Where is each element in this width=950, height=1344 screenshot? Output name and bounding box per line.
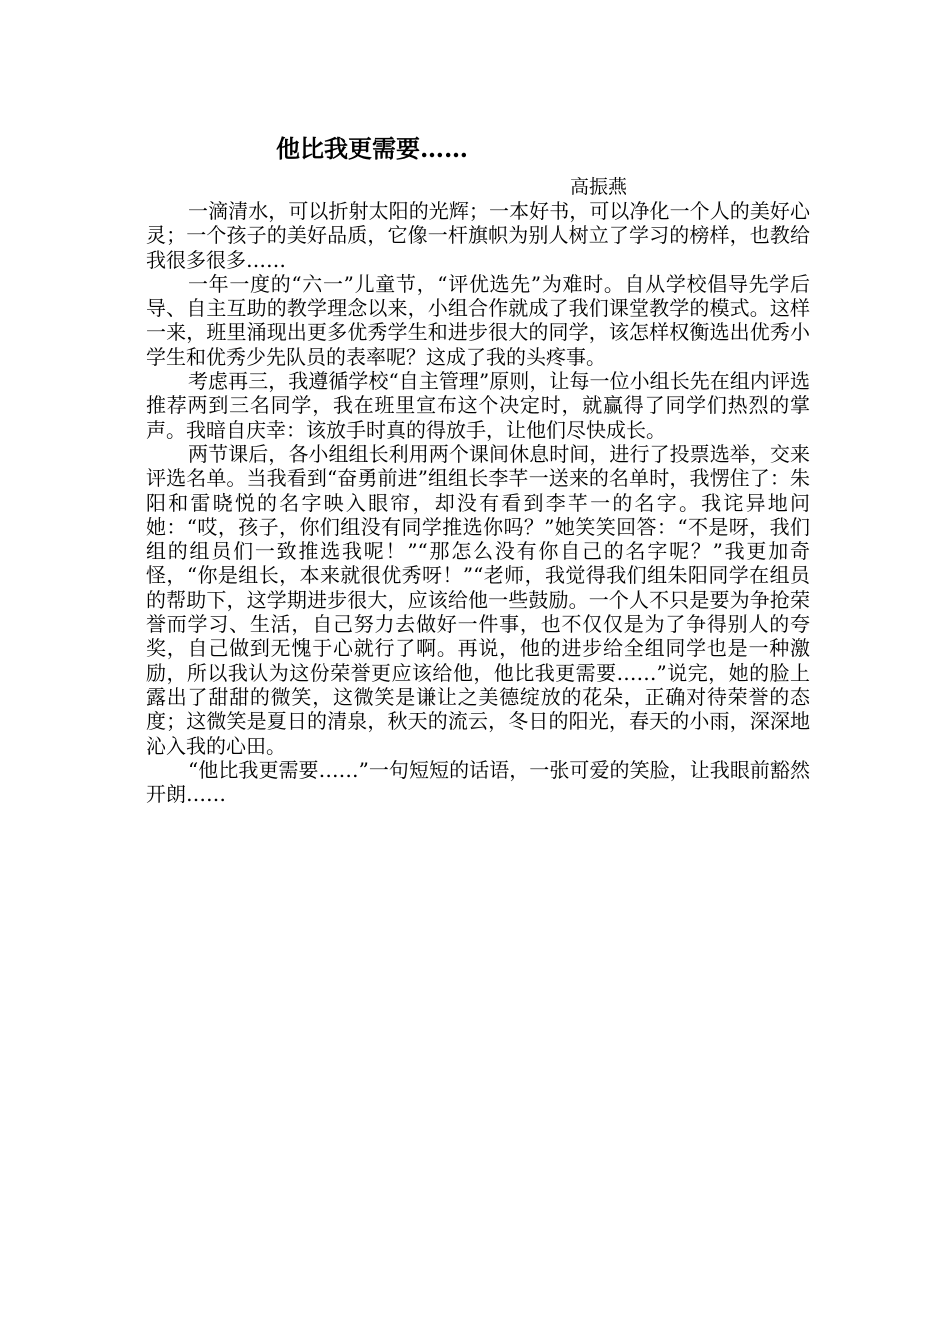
- paragraph-3: 考虑再三，我遵循学校“自主管理”原则，让每一位小组长先在组内评选推荐两到三名同学，我在班里宣布这个决定时，就赢得了同学们热烈的掌声。我暗自庆幸：该放手时真的得放手，让他们尽快成长。: [146, 369, 810, 442]
- author-name: 高振燕: [570, 176, 628, 198]
- paragraph-1: 一滴清水，可以折射太阳的光辉；一本好书，可以净化一个人的美好心灵；一个孩子的美好品质，它像一杆旗帜为别人树立了学习的榜样，也教给我很多很多……: [146, 199, 810, 272]
- paragraph-5: “他比我更需要……”一句短短的话语，一张可爱的笑脸，让我眼前豁然开朗……: [146, 757, 810, 807]
- document-body: [146, 199, 810, 806]
- paragraph-2: 一年一度的“六一”儿童节，“评优选先”为难时。自从学校倡导先学后导、自主互助的教学理念以来，小组合作就成了我们课堂教学的模式。这样一来，班里涌现出更多优秀学生和进步很大的同学，该怎样权衡选出优秀小学生和优秀少先队员的表率呢？这成了我的头疼事。: [146, 271, 810, 369]
- paragraph-4: 两节课后，各小组组长利用两个课间休息时间，进行了投票选举，交来评选名单。当我看到“奋勇前进”组组长李芊一送来的名单时，我愣住了：朱阳和雷晓悦的名字映入眼帘，却没有看到李芊一的名字。我诧异地问她：“哎，孩子，你们组没有同学推选你吗？”她笑笑回答：“不是呀，我们组的组员们一致推选我呢！”“那怎么没有你自己的名字呢？”我更加奇怪，“你是组长，本来就很优秀呀！”“老师，我觉得我们组朱阳同学在组员的帮助下，这学期进步很大，应该给他一些鼓励。一个人不只是要为争抢荣誉而学习、生活，自己努力去做好一件事，也不仅仅是为了争得别人的夸奖，自己做到无愧于心就行了啊。再说，他的进步给全组同学也是一种激励，所以我认为这份荣誉更应该给他，他比我更需要……”说完，她的脸上露出了甜甜的微笑，这微笑是谦让之美德绽放的花朵，正确对待荣誉的态度；这微笑是夏日的清泉，秋天的流云，冬日的阳光，春天的小雨，深深地沁入我的心田。: [146, 441, 810, 758]
- document-title: 他比我更需要……: [276, 134, 468, 163]
